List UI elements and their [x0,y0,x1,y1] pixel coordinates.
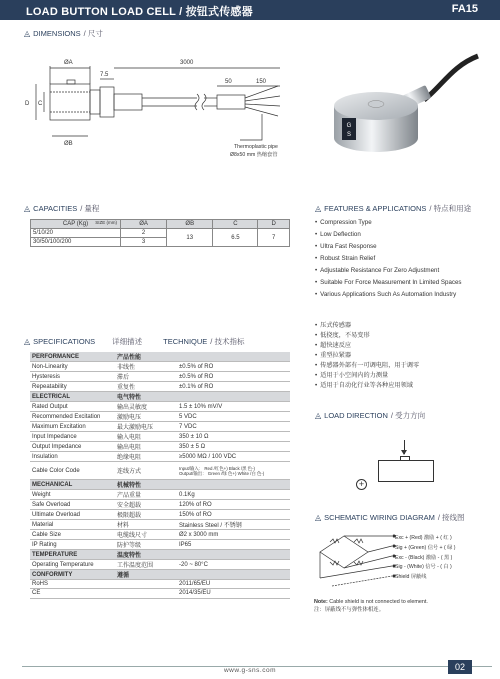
page-header [0,0,500,20]
table-row: Input Impedance 输入电阻 350 ± 10 Ω [30,432,290,442]
table-row: Cable Color Code 连线方式 Input/输入： Red /红色+) Black /黑 色-) Output/输出： Green /绿 色+) White /白 色-) [30,462,290,480]
wiring-labels [395,534,456,583]
list-item: • Various Applications Such As Automation Industry [315,289,490,301]
wire-exc-minus: Exc - (Black) 激励 - ( 黑 ) [395,554,453,561]
features-list-cn [315,321,490,391]
list-item: • Compression Type [315,217,490,229]
wire-sig-minus: Sig - (White) 信号 - ( 白 ) [395,564,452,571]
list-item: • Suitable For Force Measurement In Limited Spaces [315,277,490,289]
dim-50: 50 [225,79,232,85]
list-item: • 低挠度，不易变形 [315,331,490,341]
triangle-icon: ◬ [24,29,31,38]
table-row: 30/50/100/200 3 [31,238,290,247]
list-item: • 适用于小空间内的力测量 [315,371,490,381]
features-title: ◬ FEATURES & APPLICATIONS / 特点和用途 [315,204,472,213]
cable-note: Note: Cable shield is not connected to element. 注：屏蔽线不与弹性体相连。 [314,599,428,613]
load-cell-shape [378,460,434,482]
spec-group-row: CONFORMITY 遵循 [30,570,290,580]
page-title: LOAD BUTTON LOAD CELL / 按钮式传感器 [26,6,253,18]
table-row: Safe Overload 安全超载 120% of RO [30,500,290,510]
table-row: Hysteresis 滞后 ±0.5% of RO [30,372,290,382]
triangle-icon: ◬ [24,204,31,213]
pipe-note-cn: Ø8x50 mm 热缩套管 [230,152,278,158]
table-row: Repeatability 重复性 ±0.1% of RO [30,382,290,392]
table-row: Non-Linearity 非线性 ±0.5% of RO [30,362,290,372]
spec-table [30,352,290,599]
plus-circle-icon: + [356,479,367,490]
list-item: • 压式传感器 [315,321,490,331]
spec-group-row: PERFORMANCE 产品性能 [30,352,290,362]
model-number: FA15 [451,3,478,15]
table-row: Operating Temperature 工作温度范围 -20 ~ 80°C [30,560,290,570]
dim-phi-a: ØA [64,60,73,66]
table-row: Weight 产品重量 0.1Kg [30,490,290,500]
table-row: Ultimate Overload 极限超载 150% of RO [30,510,290,520]
table-row: Insulation 绝缘电阻 ≥5000 MΩ / 100 VDC [30,452,290,462]
capacities-title: ◬ CAPACITIES / 量程 [24,204,100,213]
triangle-icon: ◬ [315,411,322,420]
wiring-title: ◬ SCHEMATIC WIRING DIAGRAM / 接线图 [315,513,465,522]
dim-phi-b: ØB [64,141,73,147]
down-arrow-icon [401,450,407,455]
dim-d: D [25,101,30,107]
table-row: Rated Output 输出灵敏度 1.5 ± 10% mV/V [30,402,290,412]
spec-group-row: ELECTRICAL 电气特性 [30,392,290,402]
table-row: IP Rating 防护等级 IP65 [30,540,290,550]
col-phi-a: ØA [121,220,167,229]
table-row: Material 材料 Stainless Steel / 不锈钢 [30,520,290,530]
list-item: • Robust Strain Relief [315,253,490,265]
wire-shield: Shield 屏蔽线 [395,574,427,581]
load-direction-title: ◬ LOAD DIRECTION / 受力方向 [315,411,426,420]
svg-text:G: G [346,123,352,129]
table-row: Output Impedance 输出电阻 350 ± 5 Ω [30,442,290,452]
dim-3000: 3000 [180,60,194,66]
capacity-table [30,219,290,247]
triangle-icon: ◬ [315,204,322,213]
table-row: RoHS 2011/65/EU [30,580,290,589]
col-phi-b: ØB [167,220,213,229]
wire-exc-plus: Exc + (Red) 激励 + ( 红 ) [395,535,452,541]
page-number: 02 [448,660,472,674]
spec-group-row: TEMPERATURE 温度特性 [30,550,290,560]
pipe-note-en: Thermoplastic pipe [234,144,278,150]
dim-150: 150 [256,79,267,85]
specifications-title: ◬ SPECIFICATIONS 详细描述 TECHNIQUE / 技术指标 [24,337,245,346]
list-item: • 重型拉紧器 [315,351,490,361]
wire-sig-plus: Sig + (Green) 信号 + ( 绿 ) [395,544,456,551]
col-c: C [213,220,258,229]
col-d: D [258,220,290,229]
features-list-en [315,217,490,301]
svg-text:S: S [346,132,352,138]
dim-c: C [38,101,43,107]
dim-7-5: 7.5 [100,72,109,78]
table-row: Recommended Excitation 激励电压 5 VDC [30,412,290,422]
dimensions-title: ◬ DIMENSIONS / 尺寸 [24,29,103,38]
spec-group-row: MECHANICAL 机械特性 [30,480,290,490]
table-row: Maximum Excitation 最大激励电压 7 VDC [30,422,290,432]
triangle-icon: ◬ [315,513,322,522]
list-item: • 超快速反应 [315,341,490,351]
list-item: • Ultra Fast Response [315,241,490,253]
list-item: • Low Deflection [315,229,490,241]
triangle-icon: ◬ [24,337,31,346]
dimension-drawing [22,44,302,174]
cap-size-header: CAP (Kg) SIZE (mm) [31,220,121,229]
list-item: • 适用于自动化行业等各种应用领域 [315,381,490,391]
list-item: • Adjustable Resistance For Zero Adjustment [315,265,490,277]
footer-url[interactable]: www.g-sns.com [223,667,276,674]
product-image [312,26,480,181]
table-row: CE 2014/35/EU [30,589,290,598]
list-item: • 传感器外部有一可调电阻，用于调零 [315,361,490,371]
table-row: Cable Size 电缆线尺寸 Ø2 x 3000 mm [30,530,290,540]
table-row: 5/10/20 2 13 6.5 7 [31,229,290,238]
